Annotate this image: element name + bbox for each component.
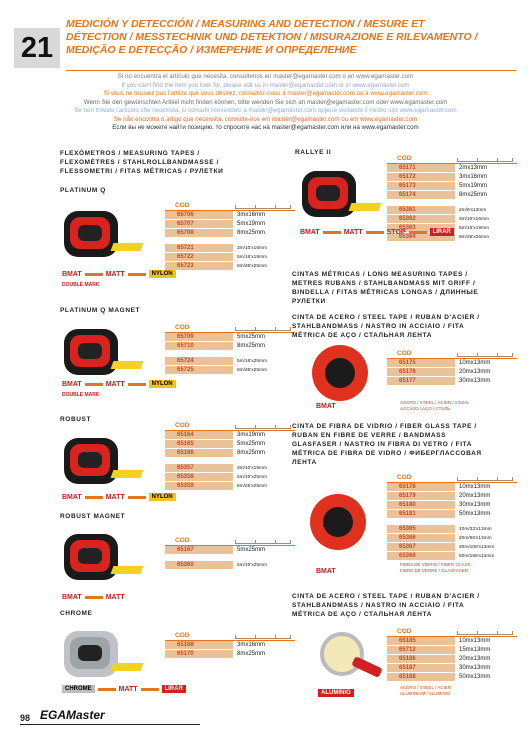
table-row (387, 637, 517, 646)
double-mark-label: DOUBLE MARK (62, 392, 100, 398)
product-code: 65367 (387, 543, 455, 551)
product-code: 65710 (165, 342, 233, 350)
brand-logos (62, 270, 176, 282)
section-title-line: CINTAS MÉTRICAS / LONG MEASURING TAPES / (292, 271, 468, 278)
tape-measure-image (62, 623, 142, 685)
brand-logo: NYLON (149, 380, 176, 388)
chapter-number: 21 (14, 28, 60, 68)
cod-label: COD (175, 324, 190, 331)
table-row (387, 664, 517, 673)
brand-logos (316, 568, 336, 580)
tape-mark-icon (366, 231, 384, 234)
product-size: 8mx25mm (237, 343, 266, 349)
product-code: 65722 (165, 253, 233, 261)
tape-mark-icon (85, 273, 103, 276)
brand-logo: STOP (386, 228, 406, 236)
note-line: ACERO / STEEL / ACIER (400, 685, 452, 690)
code-table (387, 348, 517, 386)
notice-line: Wenn Sie den gewünschten Artikel nicht finden können, bitte wenden Sie sich an master@egamaster.com oder www.egamaster.com (83, 98, 448, 106)
product-code: 65362 (387, 215, 455, 223)
product-size: 5mx25mm (237, 441, 266, 447)
table-row (387, 206, 517, 215)
code-table (165, 535, 295, 570)
product-code: 65167 (165, 546, 233, 554)
product-code: 65363 (387, 224, 455, 232)
material-note (400, 400, 469, 411)
section-title-line: GLASFASER / NASTRO IN FIBRA DI VETRO / FITA (292, 441, 472, 448)
steel-tape-title (292, 313, 480, 340)
product-size: 5m/16'x25mm (237, 475, 267, 480)
long-tapes-title (292, 270, 478, 306)
product-code: 65179 (387, 492, 455, 500)
product-size: 3mx16mm (237, 642, 266, 648)
brand-logos (318, 689, 354, 701)
ruler-icon (235, 324, 291, 331)
page-number: 98 (20, 713, 31, 723)
product-size: 50mx13mm (459, 511, 491, 517)
product-code: 65365 (387, 525, 455, 533)
section-title-line: MÉTRICA DE AÇO / СТАЛЬНАЯ ЛЕНТА (292, 611, 433, 618)
tape-measure-image (62, 526, 142, 588)
table-row (387, 173, 517, 182)
fiber-glass-title (292, 422, 482, 467)
product-code: 65360 (165, 561, 233, 569)
code-table (387, 472, 517, 561)
brand-logo: BMAT (62, 380, 82, 388)
tape-measure-image (62, 321, 142, 383)
product-size: 2mx13mm (459, 165, 488, 171)
section-title-line: FLEXÓMETROS / MEASURING TAPES / (60, 150, 200, 157)
footer-divider (20, 724, 200, 725)
tape-measure-image (300, 163, 380, 225)
product-code: 65707 (165, 220, 233, 228)
brand-logo: MATT (343, 228, 363, 236)
table-header (165, 322, 295, 333)
cod-label: COD (397, 628, 412, 635)
table-header (165, 420, 295, 431)
product-code: 65177 (387, 377, 455, 385)
product-code: 65366 (387, 534, 455, 542)
product-size: 20mx13mm (459, 369, 491, 375)
product-size: 10m/33'x13mm (459, 527, 492, 532)
product-size: 5mx19mm (459, 183, 488, 189)
ruler-icon (235, 422, 291, 429)
product-code: 65185 (387, 637, 455, 645)
table-row (165, 253, 295, 262)
section-title-line: MÉTRICA DE FIBRA DE VIDRO / ФИБЕРГЛАССОВАЯ (292, 450, 482, 457)
code-table (387, 626, 517, 682)
code-table (165, 420, 295, 491)
product-code: 65724 (165, 357, 233, 365)
product-size: 30mx13mm (459, 665, 491, 671)
table-row (165, 262, 295, 271)
brand-logo: CHROME (62, 685, 95, 693)
note-line: FIBRE DE VERRE / GLASFASER (400, 567, 469, 573)
product-size: 10mx13mm (459, 484, 491, 490)
notice-line: Если вы не можете найти позицию, то спросите нас на master@egamaster.com или на www.egamaster.com (112, 124, 419, 131)
tape-mark-icon (85, 596, 103, 599)
product-code: 65357 (165, 464, 233, 472)
product-size: 8mx25mm (237, 651, 266, 657)
section-title-line: MÉTRICA DE AÇO / СТАЛЬНАЯ ЛЕНТА (292, 332, 433, 339)
product-size: 5mx19mm (237, 221, 266, 227)
ruler-icon (457, 628, 513, 635)
table-row (165, 366, 295, 375)
brand-logo: BMAT (62, 493, 82, 501)
product-code: 65176 (387, 368, 455, 376)
table-row (387, 525, 517, 534)
product-code: 65168 (165, 641, 233, 649)
product-code: 65368 (387, 552, 455, 560)
product-code: 65187 (387, 664, 455, 672)
product-size: 5m/16'x19mm (237, 255, 267, 260)
brand-logo: NYLON (149, 493, 176, 501)
table-row (387, 191, 517, 200)
product-size: 5mx25mm (237, 547, 266, 553)
cod-label: COD (397, 474, 412, 481)
product-code: 65723 (165, 262, 233, 270)
model-title-robust: ROBUST (60, 416, 92, 423)
table-row (387, 552, 517, 561)
section-title-line: CINTA DE ACERO / STEEL TAPE / RUBAN D'ACIER / (292, 593, 480, 600)
brand-logo: ALUMINIO (318, 689, 354, 697)
table-row (165, 440, 295, 449)
brand-logo: LIRAR (430, 228, 454, 236)
code-table (165, 322, 295, 375)
product-code: 65172 (387, 173, 455, 181)
tape-mark-icon (141, 688, 159, 691)
model-title-rallye: RALLYE II (295, 149, 332, 156)
brand-logos (316, 403, 336, 415)
double-mark-label: DOUBLE MARK (62, 282, 100, 288)
product-code: 65166 (165, 449, 233, 457)
brand-logo: MATT (105, 493, 125, 501)
note-line: FIBRA DE VIDRIO / FIBER GLASS (400, 562, 471, 567)
product-size: 20m/66'x13mm (459, 536, 492, 541)
table-row (387, 492, 517, 501)
section-title-line: STAHLBANDMASS / NASTRO IN ACCIAIO / FITA (292, 323, 465, 330)
product-size: 3mx16mm (459, 174, 488, 180)
product-code: 65188 (387, 673, 455, 681)
title-line: DÉTECTION / MESSTECHNIK UND DETEKTION / MISURAZIONE E RILEVAMENTO / (66, 31, 478, 43)
table-row (387, 483, 517, 492)
section-title-line: FLESSOMETRI / FITAS MÉTRICAS / РУЛЕТКИ (60, 168, 224, 175)
egamaster-logo: EGAMaster (40, 708, 105, 722)
model-title-platinum-q: PLATINUM Q (60, 187, 106, 194)
table-header (387, 472, 517, 483)
cod-label: COD (397, 350, 412, 357)
cod-label: COD (175, 632, 190, 639)
measuring-tapes-title (60, 149, 223, 176)
tape-mark-icon (85, 383, 103, 386)
table-row (387, 182, 517, 191)
table-row (165, 464, 295, 473)
tape-measure-image (62, 430, 142, 492)
product-size: 8m/26'x25mm (459, 235, 489, 240)
product-size: 10mx13mm (459, 360, 491, 366)
tape-mark-icon (128, 273, 146, 276)
table-row (387, 510, 517, 519)
notice-line: Si no encuentra el artículo que necesita, consúltenos en master@egamaster.com o en www.egamaster.com (117, 73, 414, 80)
ruler-icon (457, 155, 513, 162)
product-code: 65708 (165, 229, 233, 237)
product-code: 65181 (387, 510, 455, 518)
section-title-line: BINDELLA / FITAS MÉTRICAS LONGAS / ДЛИННЫЕ (292, 289, 479, 296)
model-title-platinum-q-magnet: PLATINUM Q MAGNET (60, 307, 141, 314)
table-row (165, 431, 295, 440)
table-header (387, 626, 517, 637)
code-table (165, 200, 295, 271)
product-code: 65361 (387, 206, 455, 214)
notice-line: Se não encontra o artigo que necessita, consulte-nos em master@egamaster.com ou em www.egamaster.com (113, 115, 418, 123)
table-row (165, 229, 295, 238)
product-code: 65174 (387, 191, 455, 199)
product-code: 65180 (387, 501, 455, 509)
section-title-line: FLEXOMÈTRES / STAHLROLLBANDMASSE / (60, 159, 219, 166)
material-note (400, 562, 471, 573)
product-size: 20mx13mm (459, 493, 491, 499)
title-line: MEDICIÓN Y DETECCIÓN / MEASURING AND DETECTION / MESURE ET (66, 18, 425, 30)
product-size: 30mx13mm (459, 502, 491, 508)
section-title-line: RUBAN EN FIBRE DE VERRE / BANDMASS (292, 432, 447, 439)
product-size: 8m/26'x25mm (237, 368, 267, 373)
table-row (165, 641, 295, 650)
table-row (387, 501, 517, 510)
brand-logo: MATT (105, 270, 125, 278)
product-size: 30m/100'x13mm (459, 545, 495, 550)
brand-logo: MATT (118, 685, 138, 693)
section-title-line: STAHLBANDMASS / NASTRO IN ACCIAIO / FITA (292, 602, 465, 609)
cod-label: COD (175, 537, 190, 544)
product-size: 10mx13mm (459, 638, 491, 644)
product-size: 3mx19mm (237, 432, 266, 438)
section-title-line: РУЛЕТКИ (292, 298, 326, 305)
ruler-icon (457, 350, 513, 357)
product-size: 3mx16mm (237, 212, 266, 218)
table-row (387, 655, 517, 664)
brand-logo: BMAT (316, 403, 336, 410)
round-tape-image (300, 492, 380, 552)
cod-label: COD (175, 422, 190, 429)
table-row (165, 342, 295, 351)
product-code: 65170 (165, 650, 233, 658)
product-code: 65712 (387, 646, 455, 654)
notice-line: Se non trovate l'articolo che necessita, ci consulti scrivendoci a master@egamaster.com oppure visitando il nostro sito www.egamaster.com (74, 107, 457, 114)
model-title-chrome: CHROME (60, 610, 93, 617)
table-row (387, 534, 517, 543)
table-header (165, 200, 295, 211)
product-size: 50mx13mm (459, 674, 491, 680)
product-code: 65171 (387, 164, 455, 172)
ruler-icon (235, 202, 291, 209)
product-size: 50m/165'x13mm (459, 554, 495, 559)
ruler-icon (457, 474, 513, 481)
product-size: 5m/16'x25mm (237, 359, 267, 364)
tape-mark-icon (128, 383, 146, 386)
product-code: 65725 (165, 366, 233, 374)
table-row (387, 215, 517, 224)
product-code: 65721 (165, 244, 233, 252)
product-size: 3m/10'x16mm (237, 246, 267, 251)
product-code: 65178 (387, 483, 455, 491)
table-row (165, 650, 295, 659)
table-row (387, 543, 517, 552)
product-code: 65164 (165, 431, 233, 439)
product-size: 8m/26'x25mm (237, 264, 267, 269)
table-row (387, 164, 517, 173)
brand-logo: LIRAR (162, 685, 186, 693)
product-size: 5mx25mm (237, 334, 266, 340)
product-size: 8m/26'x25mm (237, 484, 267, 489)
table-header (387, 153, 517, 164)
table-header (165, 630, 295, 641)
notice-line: If you can't find the item you look for, please ask us in master@egamaster.com or in www.egamaster.com (121, 81, 410, 89)
product-code: 65709 (165, 333, 233, 341)
table-row (387, 673, 517, 682)
product-size: 8mx25mm (237, 450, 266, 456)
round-tape-image (300, 345, 380, 400)
table-row (165, 546, 295, 555)
note-line: ACERO / STEEL / ACIER / STAHL (400, 400, 470, 405)
product-size: 15mx13mm (459, 647, 491, 653)
table-row (165, 220, 295, 229)
notice-line: Si vous ne trouvez pas l'article que vous désirez, consultez-nous à master@egamaster.com ou à www.egamaster.com (103, 90, 428, 97)
table-header (387, 348, 517, 359)
product-size: 5m/16'x19mm (459, 226, 489, 231)
ruler-icon (235, 537, 291, 544)
table-row (387, 377, 517, 386)
table-row (165, 211, 295, 220)
product-code: 65165 (165, 440, 233, 448)
product-size: 3m/10'x16mm (459, 217, 489, 222)
model-title-robust-magnet: ROBUST MAGNET (60, 513, 126, 520)
title-line: MEDIÇÃO E DETECÇÃO / ИЗМЕРЕНИЕ И ОПРЕДЕЛЕНИЕ (66, 44, 357, 56)
table-row (387, 368, 517, 377)
ruler-icon (235, 632, 291, 639)
table-row (165, 449, 295, 458)
table-row (165, 473, 295, 482)
product-code: 65359 (165, 482, 233, 490)
product-size: 8mx25mm (237, 230, 266, 236)
table-header (165, 535, 295, 546)
material-note (400, 685, 451, 696)
tape-mark-icon (85, 496, 103, 499)
section-title-line: ЛЕНТА (292, 459, 317, 466)
product-code: 65358 (165, 473, 233, 481)
cod-label: COD (397, 155, 412, 162)
product-size: 8mx25mm (459, 192, 488, 198)
tape-mark-icon (98, 688, 116, 691)
brand-logos (300, 228, 454, 240)
brand-logo: BMAT (62, 270, 82, 278)
product-code: 65175 (387, 359, 455, 367)
table-row (387, 646, 517, 655)
brand-logos (62, 594, 125, 606)
table-row (165, 333, 295, 342)
brand-logos (62, 493, 176, 505)
section-title-line: CINTA DE ACERO / STEEL TAPE / RUBAN D'ACIER / (292, 314, 480, 321)
brand-logo: NYLON (149, 270, 176, 278)
table-row (165, 357, 295, 366)
product-size: 30mx13mm (459, 378, 491, 384)
brand-logos (62, 380, 176, 392)
brand-logo: BMAT (316, 568, 336, 575)
open-reel-tape-image (310, 628, 385, 688)
brand-logo: BMAT (300, 228, 320, 236)
note-line: ACCIAIO / AÇO / СТАЛЬ (400, 405, 451, 411)
page-title (66, 18, 516, 57)
table-row (165, 482, 295, 491)
product-size: 3m/10'x19mm (237, 466, 267, 471)
table-row (165, 244, 295, 253)
table-row (387, 359, 517, 368)
brand-logos (62, 685, 186, 697)
product-code: 65186 (387, 655, 455, 663)
brand-logo: MATT (105, 594, 125, 601)
table-row (165, 561, 295, 570)
contact-notice (18, 73, 513, 133)
brand-logo: MATT (105, 380, 125, 388)
product-size: 20mx13mm (459, 656, 491, 662)
note-line: ALUMINIUM / ALUMINIO (400, 690, 451, 696)
product-size: 5m/16'x25mm (237, 563, 267, 568)
section-title-line: METRES RUBANS / STAHLBANDMASS MIT GRIFF / (292, 280, 476, 287)
code-table (165, 630, 295, 659)
tape-mark-icon (409, 231, 427, 234)
tape-mark-icon (128, 496, 146, 499)
product-code: 65173 (387, 182, 455, 190)
brand-logo: BMAT (62, 594, 82, 601)
header-divider (66, 70, 516, 71)
tape-mark-icon (323, 231, 341, 234)
product-code: 65364 (387, 233, 455, 241)
section-title-line: CINTA DE FIBRA DE VIDRIO / FIBER GLASS TAPE / (292, 423, 477, 430)
product-code: 65706 (165, 211, 233, 219)
steel-tape-title (292, 592, 480, 619)
tape-measure-image (62, 203, 142, 265)
cod-label: COD (175, 202, 190, 209)
product-size: 2m/6'x13mm (459, 208, 487, 213)
